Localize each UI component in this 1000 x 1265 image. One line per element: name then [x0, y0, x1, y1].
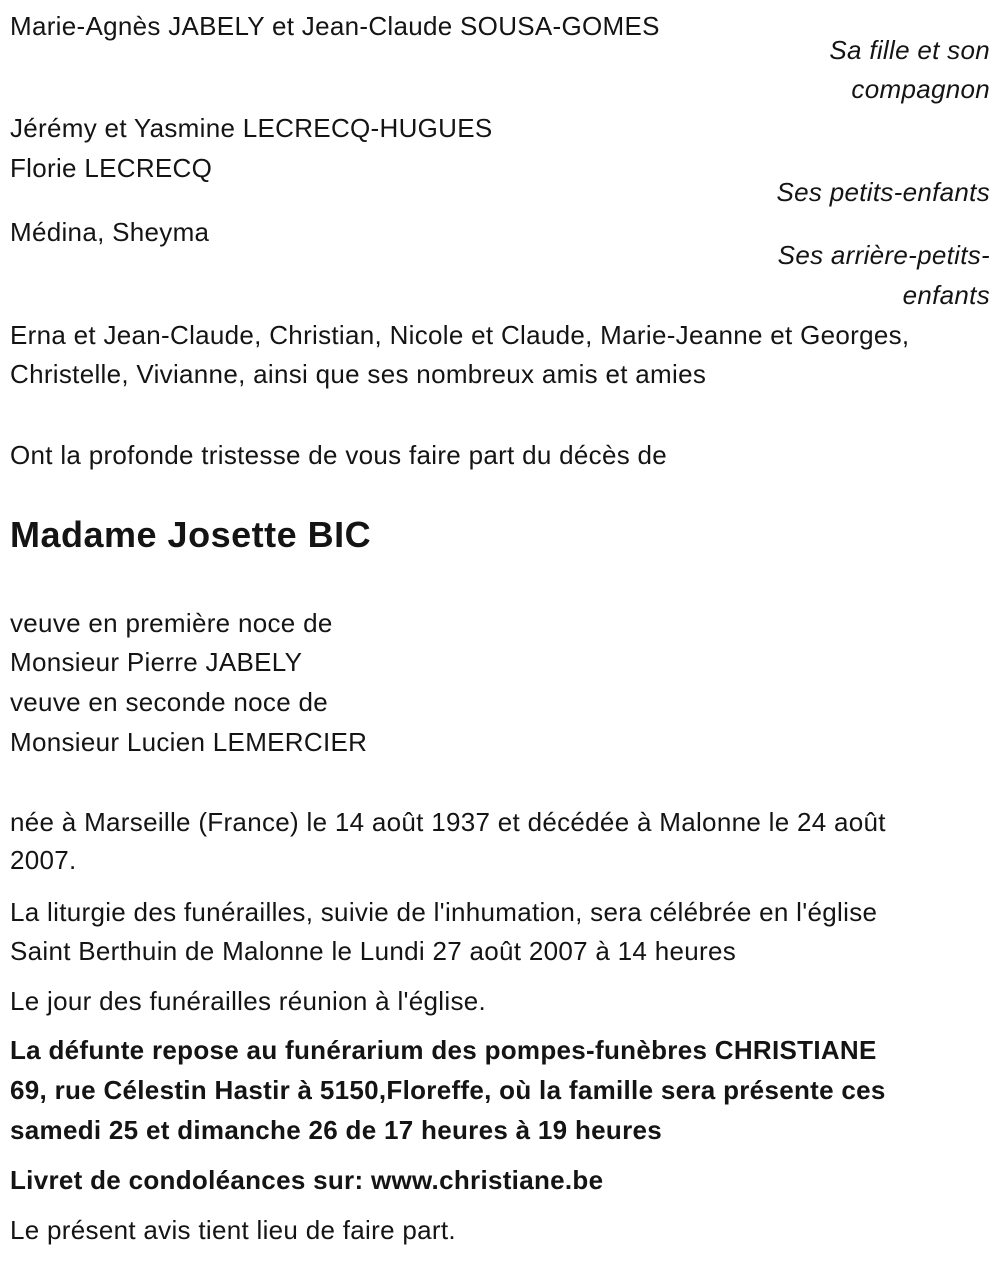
funerarium-line: samedi 25 et dimanche 26 de 17 heures à 19 heures	[10, 1115, 663, 1145]
family-role: Sa fille et son	[829, 35, 990, 65]
widow-line: veuve en seconde noce de	[10, 687, 328, 717]
meeting-info: Le jour des funérailles réunion à l'église.	[10, 986, 487, 1016]
family-member: Jérémy et Yasmine LECRECQ-HUGUES	[10, 113, 493, 143]
condolences-link: Livret de condoléances sur: www.christiane.be	[10, 1165, 604, 1195]
others-line: Christelle, Vivianne, ainsi que ses nombreux amis et amies	[10, 359, 707, 389]
funerarium-line: La défunte repose au funérarium des pompes-funèbres CHRISTIANE	[10, 1035, 877, 1065]
widow-line: Monsieur Lucien LEMERCIER	[10, 727, 368, 757]
others-line: Erna et Jean-Claude, Christian, Nicole et Claude, Marie-Jeanne et Georges,	[10, 320, 910, 350]
widow-line: Monsieur Pierre JABELY	[10, 647, 303, 677]
widow-line: veuve en première noce de	[10, 608, 333, 638]
family-role: Ses arrière-petits-	[777, 240, 990, 270]
liturgy-line: Saint Berthuin de Malonne le Lundi 27 août 2007 à 14 heures	[10, 936, 737, 966]
family-role: enfants	[902, 280, 990, 310]
birth-death-line: 2007.	[10, 845, 77, 875]
closing-note: Le présent avis tient lieu de faire part.	[10, 1215, 456, 1245]
announcement: Ont la profonde tristesse de vous faire part du décès de	[10, 440, 668, 470]
deceased-name: Madame Josette BIC	[10, 514, 372, 555]
family-member: Florie LECRECQ	[10, 153, 213, 183]
birth-death-line: née à Marseille (France) le 14 août 1937 et décédée à Malonne le 24 août	[10, 807, 886, 837]
family-role: Ses petits-enfants	[776, 177, 990, 207]
family-role: compagnon	[851, 74, 990, 104]
family-member: Médina, Sheyma	[10, 217, 210, 247]
liturgy-line: La liturgie des funérailles, suivie de l'inhumation, sera célébrée en l'église	[10, 897, 878, 927]
family-member: Marie-Agnès JABELY et Jean-Claude SOUSA-GOMES	[10, 11, 660, 41]
funerarium-line: 69, rue Célestin Hastir à 5150,Floreffe, où la famille sera présente ces	[10, 1075, 886, 1105]
